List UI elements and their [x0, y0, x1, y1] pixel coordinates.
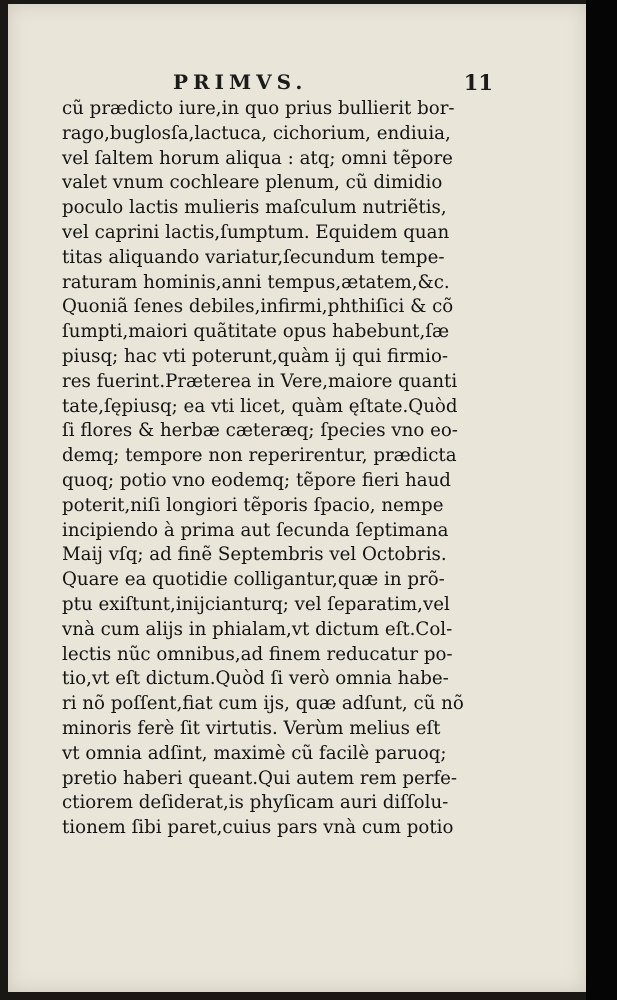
text-line: poculo lactis mulieris maſculum nutriẽtis,: [62, 197, 447, 219]
body-text: [62, 97, 486, 841]
text-line: quoq; potio vno eodemq; tẽpore fieri haud: [62, 469, 451, 491]
text-line: raturam hominis,anni tempus,ætatem,&c.: [62, 271, 450, 293]
text-line: demq; tempore non reperirentur, prædicta: [62, 445, 457, 467]
text-line: tionem ſibi paret,cuius pars vnà cum potio: [62, 817, 454, 839]
text-line: tate,ſępiusq; ea vti licet, quàm ęſtate.Quòd: [62, 395, 458, 417]
text-line: rago,buglosſa,lactuca, cichorium, endiuia,: [62, 122, 451, 144]
text-line: ptu exiſtunt,inijcianturq; vel ſeparatim,vel: [62, 593, 450, 615]
text-line: Quare ea quotidie colligantur,quæ in prõ-: [62, 569, 445, 591]
text-line: Quoniã ſenes debiles,infirmi,phthiſici & cõ: [62, 296, 454, 318]
text-line: minoris ferè ſit virtutis. Verùm melius eſt: [62, 717, 441, 739]
text-line: pretio haberi queant.Qui autem rem perfe-: [62, 767, 458, 789]
page-header: [173, 70, 493, 100]
text-line: valet vnum cochleare plenum, cũ dimidio: [62, 172, 443, 194]
text-line: ctiorem deſiderat,is phyſicam auri diſſolu-: [62, 792, 449, 814]
text-line: ſumpti,maiori quãtitate opus habebunt,ſæ: [62, 321, 450, 343]
text-line: poterit,niſi longiori tẽporis ſpacio, nempe: [62, 494, 444, 516]
text-line: vel ſaltem horum aliqua : atq; omni tẽpore: [62, 147, 453, 169]
text-line: cũ prædicto iure,in quo prius bullierit bor-: [62, 98, 455, 119]
text-line: lectis nũc omnibus,ad finem reducatur po-: [62, 643, 453, 665]
text-line: vel caprini lactis,ſumptum. Equidem quan: [62, 221, 450, 243]
page-number: 11: [463, 70, 493, 95]
text-line: ſi flores & herbæ cæteræq; ſpecies vno eo-: [62, 420, 458, 442]
text-line: tio,vt eſt dictum.Quòd ſi verò omnia habe-: [62, 668, 449, 690]
text-line: piusq; hac vti poterunt,quàm ij qui firmio-: [62, 345, 449, 367]
text-line: res fuerint.Præterea in Vere,maiore quanti: [62, 370, 458, 392]
text-line: incipiendo à prima aut ſecunda ſeptimana: [62, 519, 449, 541]
scan-background-edge: [586, 0, 617, 1000]
running-title: PRIMVS.: [173, 70, 308, 94]
text-line: vt omnia adſint, maximè cũ facilè paruoq;: [62, 742, 447, 764]
text-line: ri nõ poſſent,fiat cum ijs, quæ adſunt, cũ nõ: [62, 693, 464, 715]
text-line: titas aliquando variatur,ſecundum tempe-: [62, 246, 445, 268]
text-line: vnà cum alijs in phialam,vt dictum eſt.Col-: [62, 618, 453, 640]
text-line: Maij vſq; ad finẽ Septembris vel Octobris.: [62, 544, 447, 566]
